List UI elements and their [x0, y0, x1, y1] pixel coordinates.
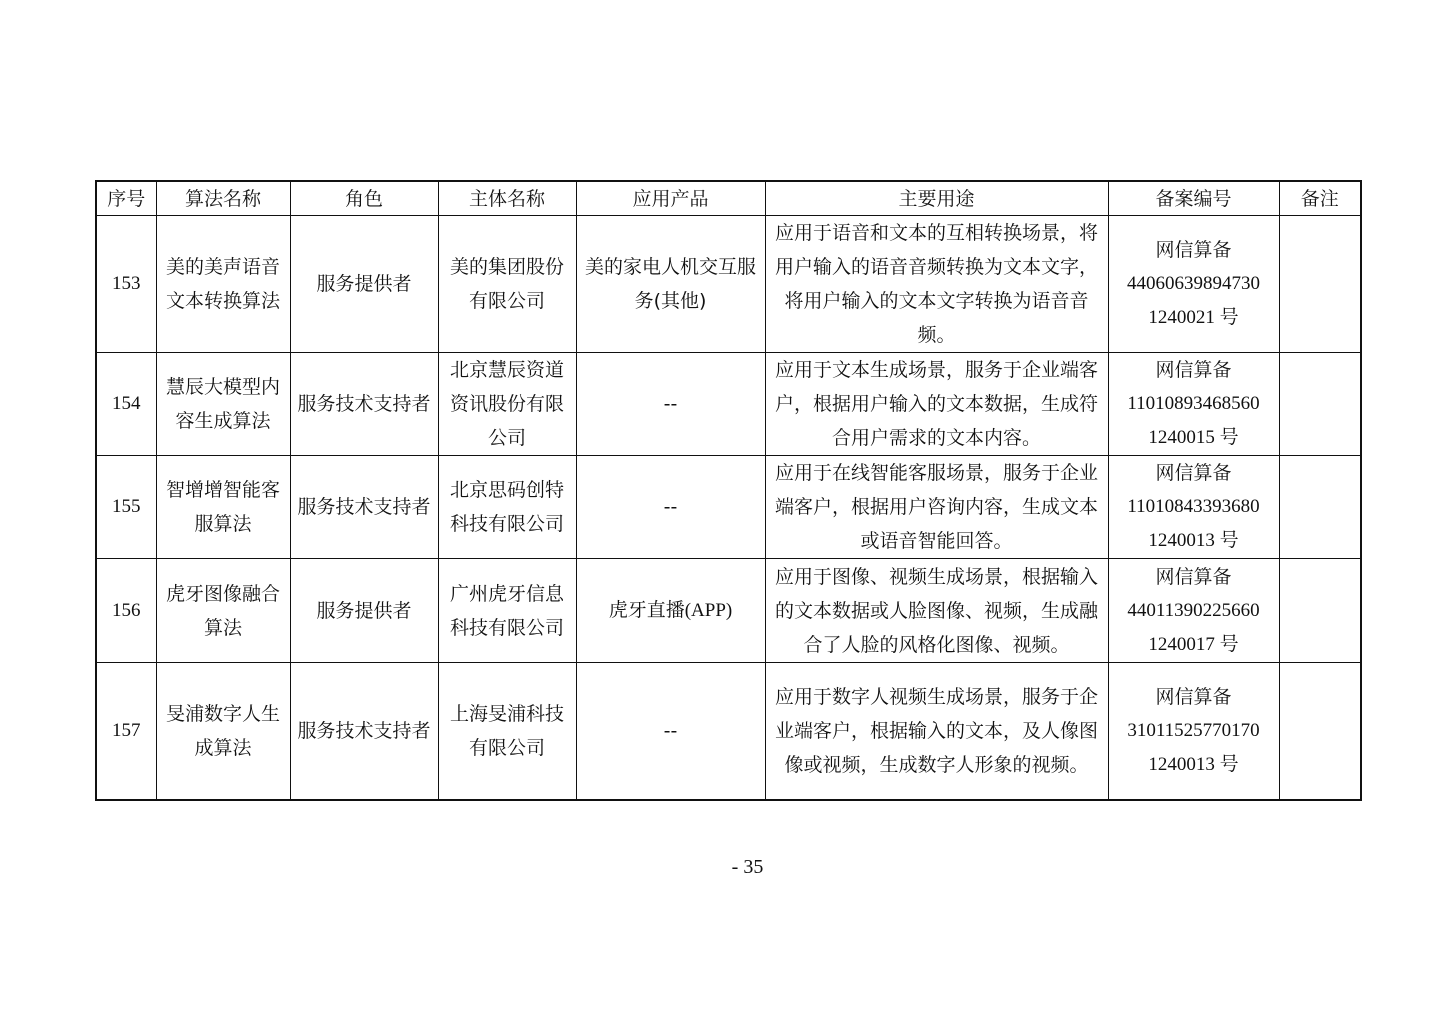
row-role: 服务技术支持者: [290, 353, 438, 456]
row-role: 服务提供者: [290, 216, 438, 353]
row-product: --: [576, 663, 765, 800]
row-filing: [1108, 456, 1279, 559]
row-remark: [1279, 663, 1361, 800]
header-no: 序号: [96, 181, 156, 216]
row-filing: [1108, 216, 1279, 353]
row-no: 153: [96, 216, 156, 353]
row-entity: 上海旻浦科技有限公司: [438, 663, 576, 800]
row-filing: [1108, 559, 1279, 663]
table-row: [96, 663, 1361, 800]
header-purpose: 主要用途: [765, 181, 1108, 216]
row-product: --: [576, 353, 765, 456]
row-role: 服务技术支持者: [290, 663, 438, 800]
row-algorithm: 旻浦数字人生成算法: [156, 663, 290, 800]
header-product: 应用产品: [576, 181, 765, 216]
row-purpose: 应用于文本生成场景，服务于企业端客户，根据用户输入的文本数据，生成符合用户需求的文本内容。: [765, 353, 1108, 456]
row-no: 155: [96, 456, 156, 559]
page-number: - 35: [731, 856, 764, 878]
algorithm-registry-table: [95, 180, 1362, 801]
row-filing: [1108, 353, 1279, 456]
table-header-row: [96, 181, 1361, 216]
filing-prefix: 网信算备: [1155, 462, 1232, 484]
filing-suffix: 1240013 号: [1148, 530, 1239, 551]
row-algorithm: 智增增智能客服算法: [156, 456, 290, 559]
row-remark: [1279, 216, 1361, 353]
filing-suffix: 1240015 号: [1148, 427, 1239, 448]
row-no: 156: [96, 559, 156, 663]
row-role: 服务提供者: [290, 559, 438, 663]
filing-prefix: 网信算备: [1155, 359, 1232, 381]
filing-prefix: 网信算备: [1155, 565, 1232, 588]
header-algorithm: 算法名称: [156, 181, 290, 216]
row-remark: [1279, 559, 1361, 663]
filing-number: 31011525770170: [1127, 719, 1260, 741]
table-row: [96, 216, 1361, 353]
row-algorithm: 虎牙图像融合算法: [156, 559, 290, 663]
row-no: 157: [96, 663, 156, 800]
table-row: [96, 353, 1361, 456]
filing-number: 11010843393680: [1127, 496, 1260, 517]
row-entity: 北京思码创特科技有限公司: [438, 456, 576, 559]
row-product: --: [576, 456, 765, 559]
table-row: [96, 559, 1361, 663]
row-algorithm: 美的美声语音文本转换算法: [156, 216, 290, 353]
filing-number: 11010893468560: [1127, 393, 1260, 414]
filing-number: 44011390225660: [1127, 599, 1260, 621]
row-role: 服务技术支持者: [290, 456, 438, 559]
row-entity: 广州虎牙信息科技有限公司: [438, 559, 576, 663]
filing-suffix: 1240017 号: [1148, 633, 1239, 655]
filing-prefix: 网信算备: [1155, 685, 1232, 708]
row-purpose: 应用于图像、视频生成场景，根据输入的文本数据或人脸图像、视频，生成融合了人脸的风格化图像、视频。: [765, 559, 1108, 663]
row-algorithm: 慧辰大模型内容生成算法: [156, 353, 290, 456]
filing-suffix: 1240021 号: [1148, 307, 1239, 328]
row-purpose: 应用于数字人视频生成场景，服务于企业端客户，根据输入的文本，及人像图像或视频，生成数字人形象的视频。: [765, 663, 1108, 800]
header-entity: 主体名称: [438, 181, 576, 216]
filing-prefix: 网信算备: [1155, 239, 1232, 261]
row-filing: [1108, 663, 1279, 800]
header-remark: 备注: [1279, 181, 1361, 216]
filing-number: 44060639894730: [1127, 273, 1260, 294]
row-product: 美的家电人机交互服务(其他): [576, 216, 765, 353]
row-no: 154: [96, 353, 156, 456]
filing-suffix: 1240013 号: [1148, 753, 1239, 775]
row-purpose: 应用于在线智能客服场景，服务于企业端客户，根据用户咨询内容，生成文本或语音智能回答。: [765, 456, 1108, 559]
row-entity: 北京慧辰资道资讯股份有限公司: [438, 353, 576, 456]
header-filing-number: 备案编号: [1108, 181, 1279, 216]
row-remark: [1279, 456, 1361, 559]
row-entity: 美的集团股份有限公司: [438, 216, 576, 353]
table-row: [96, 456, 1361, 559]
row-product: 虎牙直播(APP): [576, 559, 765, 663]
header-role: 角色: [290, 181, 438, 216]
row-purpose: 应用于语音和文本的互相转换场景，将用户输入的语音音频转换为文本文字，将用户输入的文本文字转换为语音音频。: [765, 216, 1108, 353]
row-remark: [1279, 353, 1361, 456]
